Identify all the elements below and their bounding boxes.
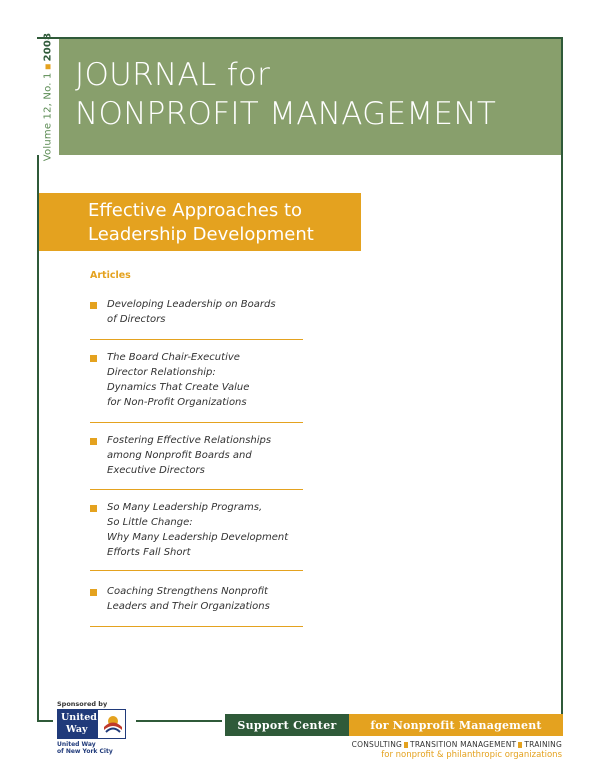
support-center-banner <box>225 714 563 736</box>
united-way-logo-line1: United <box>61 712 97 723</box>
article-item <box>90 433 303 490</box>
service-consulting: CONSULTING <box>351 740 403 749</box>
journal-title-line2: NONPROFIT MANAGEMENT <box>75 96 497 132</box>
journal-title-line1: JOURNAL for <box>75 57 271 93</box>
volume-year: 2008 <box>42 32 54 62</box>
articles-heading: Articles <box>90 270 131 281</box>
article-title: Developing Leadership on Boards of Directors <box>107 299 276 325</box>
issue-theme-banner <box>39 193 361 251</box>
volume-number: Volume 12, No. 1 <box>42 72 54 162</box>
bullet-square-icon <box>90 438 97 445</box>
article-title: Fostering Effective Relationships among Nonprofit Boards and Executive Directors <box>107 435 272 476</box>
article-item <box>90 350 303 423</box>
separator-square-icon <box>404 742 408 748</box>
separator-square-icon <box>518 742 522 748</box>
article-title: The Board Chair-Executive Director Relationship: Dynamics That Create Value for Non-Profit Organizations <box>107 352 250 408</box>
service-transition-management: TRANSITION MANAGEMENT <box>410 740 517 749</box>
support-center-name: Support Center <box>225 714 349 736</box>
article-title: So Many Leadership Programs, So Little Change: Why Many Leadership Development Efforts Fall Short <box>107 502 289 558</box>
service-training: TRAINING <box>524 740 562 749</box>
bullet-square-icon <box>90 505 97 512</box>
separator-square-icon <box>45 64 50 69</box>
support-center-subtitle: for Nonprofit Management <box>349 714 563 736</box>
volume-label <box>43 33 54 161</box>
support-center-services <box>352 740 562 749</box>
article-item <box>90 297 303 340</box>
frame-right-rule <box>561 37 563 717</box>
united-way-logo-line2: Way <box>66 724 88 735</box>
united-way-subtitle: United Way of New York City <box>57 741 113 755</box>
united-way-logo <box>57 709 126 739</box>
journal-masthead <box>59 39 561 155</box>
bullet-square-icon <box>90 302 97 309</box>
frame-bottom-rule-2 <box>136 720 222 722</box>
issue-theme-line2: Leadership Development <box>88 224 314 245</box>
sponsored-by-label: Sponsored by <box>57 700 108 708</box>
bullet-square-icon <box>90 355 97 362</box>
article-title: Coaching Strengthens Nonprofit Leaders and Their Organizations <box>107 586 270 612</box>
frame-bottom-rule <box>37 720 53 722</box>
support-center-tagline: for nonprofit & philanthropic organizations <box>381 750 562 760</box>
united-way-emblem-icon <box>102 712 124 736</box>
united-way-wordmark <box>58 710 98 738</box>
article-item <box>90 584 303 627</box>
issue-theme-line1: Effective Approaches to <box>88 200 303 221</box>
article-item <box>90 500 303 571</box>
bullet-square-icon <box>90 589 97 596</box>
